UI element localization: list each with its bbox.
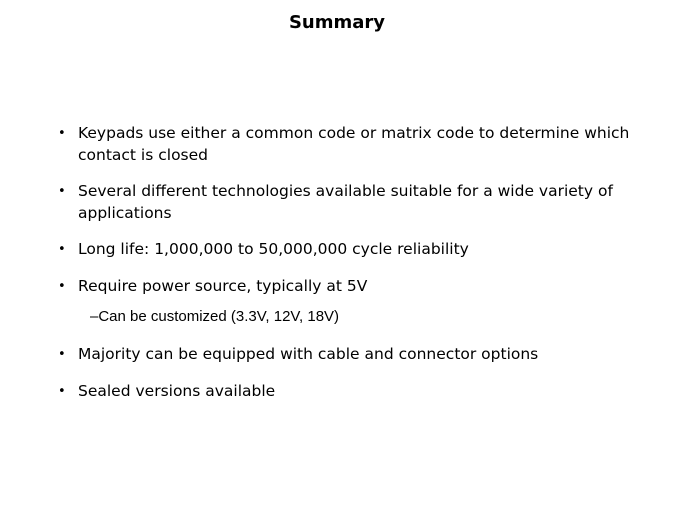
- bullet-list: [56, 123, 636, 417]
- bullet-text: Require power source, typically at 5V: [78, 276, 368, 295]
- sub-bullet-item: [56, 307, 636, 327]
- bullet-item: [56, 276, 636, 298]
- bullet-text: Sealed versions available: [78, 381, 276, 400]
- bullet-item: [56, 239, 636, 261]
- bullet-marker-icon: •: [58, 278, 66, 294]
- bullet-item: [56, 123, 636, 166]
- bullet-marker-icon: •: [58, 347, 66, 362]
- bullet-item: [56, 344, 636, 366]
- bullet-marker-icon: •: [58, 242, 66, 257]
- bullet-marker-icon: •: [58, 184, 66, 199]
- bullet-text: Keypads use either a common code or matrix code to determine which contact is closed: [78, 124, 630, 164]
- slide-title: Summary: [288, 12, 386, 33]
- bullet-marker-icon: •: [58, 383, 66, 399]
- bullet-text: Long life: 1,000,000 to 50,000,000 cycle reliability: [78, 240, 469, 258]
- bullet-item: [56, 181, 636, 224]
- bullet-marker-icon: •: [58, 126, 66, 141]
- bullet-text: Majority can be equipped with cable and connector options: [78, 345, 539, 363]
- sub-bullet-text: –Can be customized (3.3V, 12V, 18V): [90, 308, 340, 325]
- bullet-item: [56, 381, 636, 403]
- bullet-text: Several different technologies available suitable for a wide variety of applications: [78, 182, 613, 222]
